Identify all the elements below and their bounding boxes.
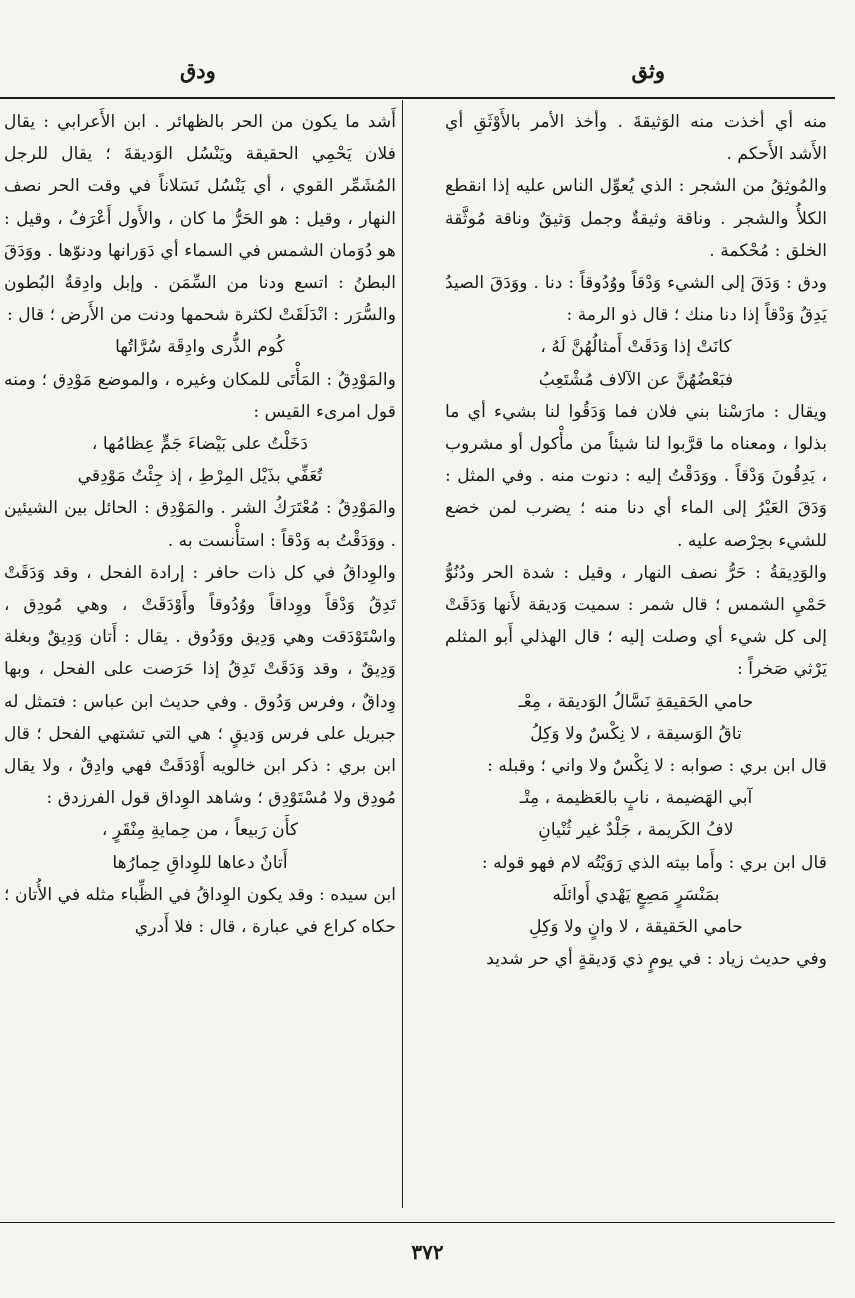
verse-line: بمَنْسَرٍ مَصِعٍ يَهْدي أَوائلَه — [552, 884, 720, 905]
verse-line: حامي الحَقيقة ، لا وانٍ ولا وَكِلِ — [529, 917, 743, 938]
entry-paragraph: ودق : وَدَقَ إلى الشيء وَدْقاً ووُدُوقاً : دنا . ووَدَقَ الصيدُ يَدِقُ وَدْقاً إذا دنا منك ؛ قال ذو الرمة : — [445, 273, 827, 326]
header-rule — [0, 97, 835, 99]
verse-line: فبَعْضُهُنَّ عن الآلاف مُشْتَعِبُ — [538, 369, 734, 390]
entry-paragraph: والوَدِيقةُ : حَرُّ نصف النهار ، وقيل : شدة الحر ودُنُوُّ حَمْيِ الشمس ؛ قال شمر : سميت وَديقة لأَنها وَدَقَتْ إلى كل شيء أي وصلت إليه ؛ قال الهذلي أَبو المثلم يَرْثي صَخراً : — [445, 562, 827, 680]
verse-line: كُوم الذُّرى وادِقَة سُرَّاتُها — [115, 337, 285, 358]
verse-line: كأَن رَبيعاً ، من حِمايةِ مِنْقَرٍ ، — [101, 820, 299, 841]
entry-paragraph: منه أي أخذت منه الوَثيقةَ . وأخذ الأمر بالأَوْثَقِ أي الأَشد الأَحكم . — [445, 112, 827, 165]
right-column-header: وثق — [631, 58, 665, 83]
entry-paragraph: وفي حديث زياد : في يومٍ ذي وَديقةٍ أي حر شديد — [486, 949, 827, 970]
page-number: ٣٧٢ — [411, 1240, 444, 1264]
left-column — [4, 106, 396, 1214]
column-divider — [402, 100, 403, 1208]
entry-paragraph: ابن سيده : وقد يكون الوِداقُ في الظِّباء مثله في الأُتان ؛ حكاه كراع في عبارة ، قال : فلا أَدري — [4, 884, 396, 938]
verse-line: أَتانٌ دعاها للوِداقِ حِمارُها — [112, 852, 288, 873]
entry-paragraph: والمَوْدِقُ : مُعْتَرَكُ الشر . والمَوْدِق : الحائل بين الشيئين . ووَدَقْتُ به وَدْقاً : استأْنست به . — [4, 498, 396, 551]
verse-line: دَخَلْتُ على بَيْضاءَ جَمٍّ عِظامُها ، — [91, 434, 309, 455]
verse-line: تاقُ الوَسيقة ، لا نِكْسٌ ولا وَكِلُ — [530, 723, 742, 744]
verse-line: حامي الحَقيقةِ نَسَّالُ الوَديقة ، مِعْـ — [518, 691, 754, 712]
verse-line: تُعَفِّي بذَيْل المِرْطِ ، إذ جِئْتُ مَوْدِقي — [77, 466, 323, 487]
verse-line: لافُ الكَريمة ، جَلْدٌ غير ثُنْيانِ — [538, 820, 734, 841]
left-column-header: ودق — [180, 58, 216, 83]
entry-paragraph: قال ابن بري : وأَما بيته الذي رَوَيْتُه لام فهو قوله : — [481, 852, 827, 873]
right-column — [445, 106, 827, 1214]
verse-line: آبي الهَضيمة ، نابٍ بالعَظيمة ، مِتْـ — [519, 788, 753, 809]
entry-paragraph: ويقال : مارَسْنا بني فلان فما وَدَقُوا لنا بشيء أي ما بذلوا ، ومعناه ما قرَّبوا لنا شيئاً من مأْكول أو مشروب ، يَدِقُونَ وَدْقاً . ووَدَقْتُ إليه : دنوت منه . وفي المثل : وَدَقَ العَيْرُ إلى الماء أي دنا منه ؛ يضرب لمن خضع للشيء بحِرْصه عليه . — [445, 401, 827, 551]
entry-paragraph: والمَوْدِقُ : المَأْتَى للمكان وغيره ، والموضع مَوْدِق ؛ ومنه قول امرىء القيس : — [4, 369, 396, 422]
entry-paragraph: قال ابن بري : صوابه : لا نِكْسٌ ولا واني ؛ وقبله : — [487, 756, 827, 777]
entry-paragraph: والوِداقُ في كل ذات حافر : إرادة الفحل ، وقد وَدَقَتْ تَدِقُ وَدْقاً ووِداقاً ووُدُوقاً وأَوْدَقَتْ ، وهي مُودِق ، واسْتَوْدَقت وهي وَدِيق ووَدُوق . يقال : أَتان وَدِيقٌ وبغلة وَدِيقٌ ، وقد وَدَقَتْ تَدِقُ إذا حَرَصت على الفحل ، وبها وِداقٌ ، وفرس وَدُوق . وفي حديث ابن عباس : فتمثل له جبريل على فرس وَديقٍ ؛ هي التي تشتهي الفحل ؛ قال ابن بري : ذكر ابن خالويه أَوْدَقَتْ فهي وادِقٌ ، ولا يقال مُودِق ولا مُسْتَوْدِق ؛ وشاهد الوِداق قول الفرزدق : — [4, 562, 396, 809]
verse-line: كانَتْ إذا وَدَقَتْ أَمثالُهُنَّ لَهُ ، — [540, 337, 732, 358]
entry-paragraph: والمُوثِقُ من الشجر : الذي يُعوِّل الناس عليه إذا انقطع الكلأُ والشجر . وناقة وثيقةٌ وجمل وَثيقٌ وناقة مُوثَّقة الخلق : مُحْكمة . — [445, 176, 827, 261]
entry-paragraph: أَشد ما يكون من الحر بالظهائر . ابن الأَعرابي : يقال فلان يَحْمِي الحقيقة ويَنْسُل الوَديقةَ ؛ يقال للرجل المُشَمِّر القوي ، أي يَنْسُل نَسَلاناً في وقت الحر نصف النهار ، وقيل : هو الحَرُّ ما كان ، والأَول أَعْرَفُ ، وقيل : هو دُوَمان الشمس في السماء أي دَوَرانها ودنوّها . ووَدَقَ البطنُ : اتسع ودنا من السِّمَن . وإبل وادِقةُ البُطون والسُّرَر : انْدَلَقَتْ لكثرة شحمها ودنت من الأَرض ؛ قال : — [4, 112, 396, 326]
footer-rule — [0, 1222, 835, 1223]
